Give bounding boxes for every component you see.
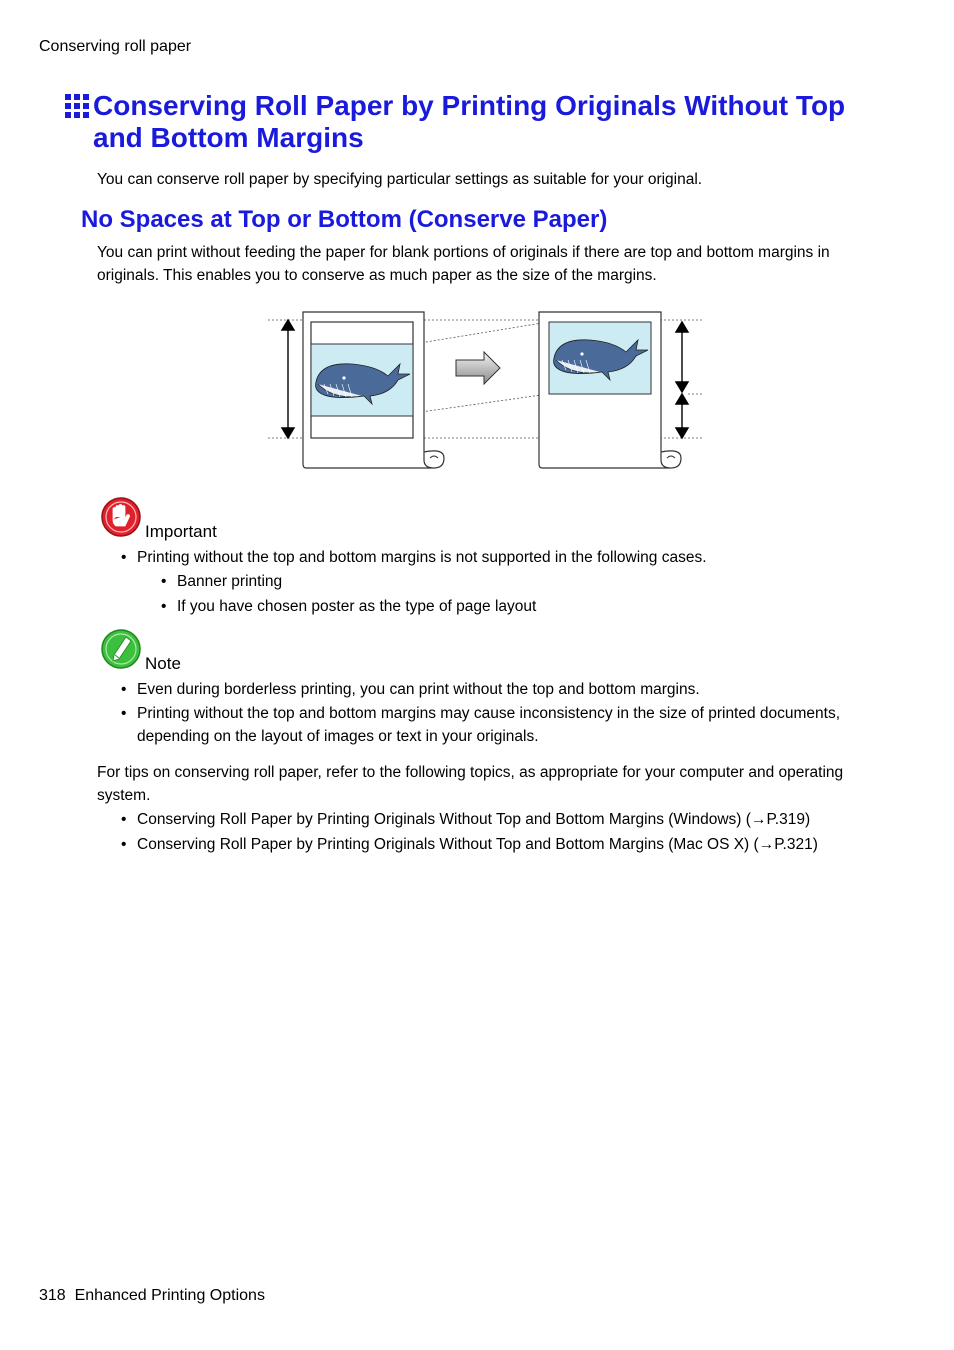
tips-text: For tips on conserving roll paper, refer to the following topics, as appropriate for your computer and operating system. xyxy=(97,764,844,804)
footer-section: Enhanced Printing Options xyxy=(74,1287,265,1304)
grid-icon xyxy=(65,94,89,118)
list-item: • If you have chosen poster as the type of page layout xyxy=(161,598,537,615)
list-item: • Printing without the top and bottom margins is not supported in the following cases. xyxy=(121,549,707,566)
running-header: Conserving roll paper xyxy=(39,38,192,55)
conserve-paper-diagram xyxy=(248,298,730,484)
note-label: Note xyxy=(145,654,181,673)
list-item: • Banner printing xyxy=(161,573,283,590)
subsection-title: No Spaces at Top or Bottom (Conserve Paper) xyxy=(81,206,608,233)
list-item: • Even during borderless printing, you can print without the top and bottom margins. xyxy=(121,681,700,698)
list-item: • Printing without the top and bottom margins may cause inconsistency in the size of printed documents, depending on the layout of images or text in your originals. xyxy=(121,705,841,745)
important-label: Important xyxy=(145,522,217,541)
topic-link-mac[interactable]: • Conserving Roll Paper by Printing Originals Without Top and Bottom Margins (Mac OS X) (→P.321) xyxy=(121,836,818,853)
intro-text: You can conserve roll paper by specifying particular settings as suitable for your original. xyxy=(97,171,703,188)
page-number: 318 xyxy=(39,1287,66,1304)
subsection-body: You can print without feeding the paper for blank portions of originals if there are top and bottom margins in originals. This enables you to conserve as much paper as the size of the margins. xyxy=(97,244,830,284)
pencil-icon xyxy=(100,628,142,670)
topic-link-windows[interactable]: • Conserving Roll Paper by Printing Originals Without Top and Bottom Margins (Windows) (→P.319) xyxy=(121,811,811,828)
page-footer xyxy=(39,1287,265,1305)
stop-hand-icon xyxy=(100,496,142,538)
page-title: Conserving Roll Paper by Printing Originals Without Top and Bottom Margins xyxy=(93,90,846,153)
